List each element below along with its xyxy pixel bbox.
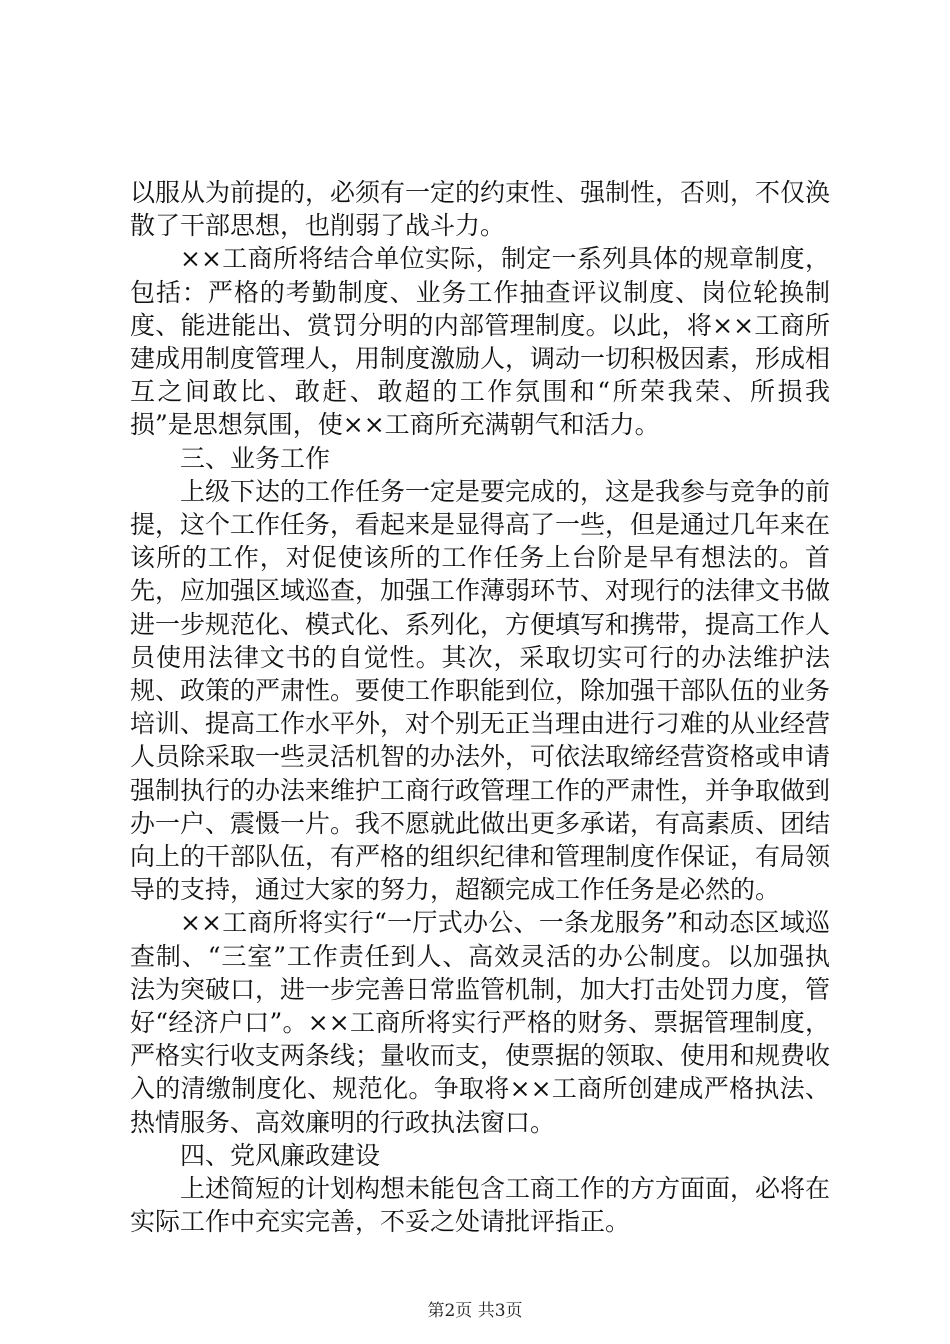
body-paragraph: ××工商所将结合单位实际，制定一系列具体的规章制度，包括：严格的考勤制度、业务工作抽查评议制度、岗位轮换制度、能进能出、赏罚分明的内部管理制度。以此，将××工商所建成用制度管理人，用制度激励人，调动一切积极因素，形成相互之间敢比、敢赶、敢超的工作氛围和“所荣我荣、所损我损”是思想氛围，使××工商所充满朝气和活力。 bbox=[130, 244, 831, 440]
body-paragraph: 上级下达的工作任务一定是要完成的，这是我参与竞争的前提，这个工作任务，看起来是显得高了一些，但是通过几年来在该所的工作，对促使该所的工作任务上台阶是早有想法的。首先，应加强区域巡查，加强工作薄弱环节、对现行的法律文书做进一步规范化、模式化、系列化，方便填写和携带，提高工作人员使用法律文书的自觉性。其次，采取切实可行的办法维护法规、政策的严肃性。要使工作职能到位，除加强干部队伍的业务培训、提高工作水平外，对个别无正当理由进行刁难的从业经营人员除采取一些灵活机智的办法外，可依法取缔经营资格或申请强制执行的办法来维护工商行政管理工作的严肃性，并争取做到办一户、震慑一片。我不愿就此做出更多承诺，有高素质、团结向上的干部队伍，有严格的组织纪律和管理制度作保证，有局领导的支持，通过大家的努力，超额完成工作任务是必然的。 bbox=[130, 476, 831, 905]
section-heading: 四、党风廉政建设 bbox=[180, 1140, 381, 1170]
body-paragraph: 上述简短的计划构想未能包含工商工作的方方面面，必将在实际工作中充实完善，不妥之处请批评指正。 bbox=[130, 1174, 831, 1237]
section-heading: 三、业务工作 bbox=[180, 443, 331, 473]
document-body bbox=[130, 176, 830, 1239]
page-footer: 第2页 共3页 bbox=[427, 1301, 523, 1321]
body-paragraph: 以服从为前提的，必须有一定的约束性、强制性，否则，不仅涣散了干部思想，也削弱了战斗力。 bbox=[130, 178, 831, 241]
body-paragraph: ××工商所将实行“一厅式办公、一条龙服务”和动态区域巡查制、“三室”工作责任到人、高效灵活的办公制度。以加强执法为突破口，进一步完善日常监管机制，加大打击处罚力度，管好“经济户口”。××工商所将实行严格的财务、票据管理制度，严格实行收支两条线；量收而支，使票据的领取、使用和规费收入的清缴制度化、规范化。争取将××工商所创建成严格执法、热情服务、高效廉明的行政执法窗口。 bbox=[130, 908, 831, 1137]
